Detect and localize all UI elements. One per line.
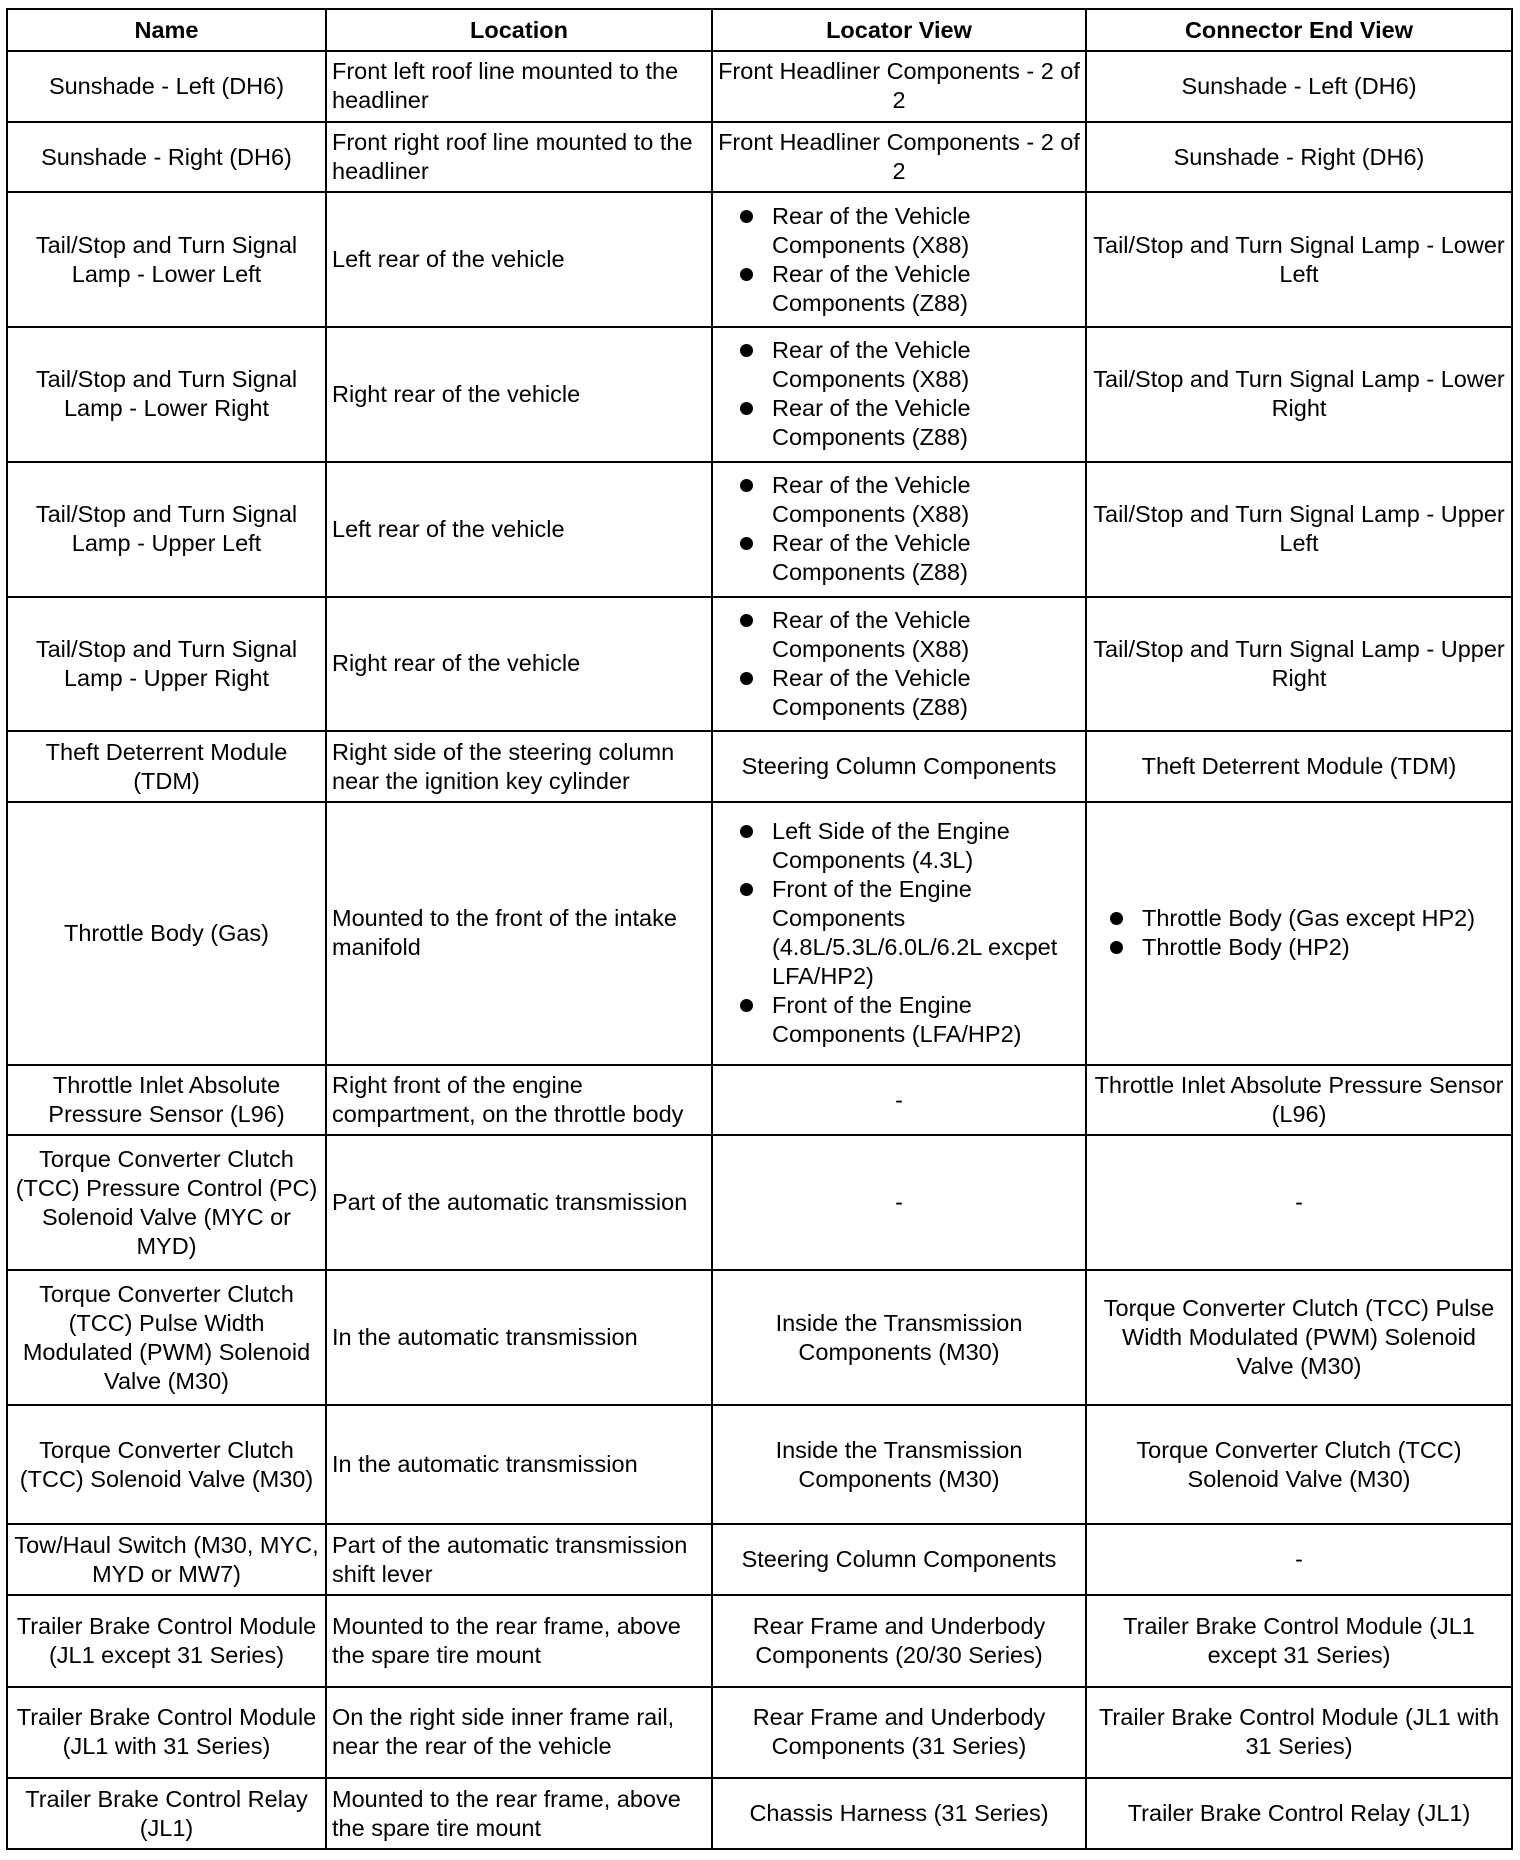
- cell-name: Trailer Brake Control Module (JL1 except 31 Series): [7, 1595, 326, 1687]
- cell-connector-end-view: Sunshade - Left (DH6): [1086, 51, 1512, 122]
- table-row: [7, 51, 1512, 122]
- bullet-icon: [740, 883, 753, 896]
- cell-locator-view: Rear Frame and Underbody Components (20/30 Series): [712, 1595, 1086, 1687]
- cell-locator-view: Front Headliner Components - 2 of 2: [712, 51, 1086, 122]
- table-row: [7, 731, 1512, 802]
- cell-locator-view: Inside the Transmission Components (M30): [712, 1405, 1086, 1524]
- cell-connector-end-view: Trailer Brake Control Module (JL1 except 31 Series): [1086, 1595, 1512, 1687]
- cell-location: On the right side inner frame rail, near the rear of the vehicle: [326, 1687, 712, 1779]
- bullet-icon: [1110, 912, 1123, 925]
- cell-name: Tow/Haul Switch (M30, MYC, MYD or MW7): [7, 1524, 326, 1595]
- cell-connector-end-view: -: [1086, 1524, 1512, 1595]
- list-item: [734, 202, 1080, 260]
- bullet-icon: [740, 344, 753, 357]
- bullet-list: [734, 202, 1080, 318]
- list-item-text: Rear of the Vehicle Components (X88): [772, 472, 971, 528]
- bullet-list: [734, 606, 1080, 722]
- cell-connector-end-view: Tail/Stop and Turn Signal Lamp - Upper Right: [1086, 597, 1512, 732]
- cell-name: Sunshade - Left (DH6): [7, 51, 326, 122]
- bullet-list: [734, 817, 1080, 1049]
- bullet-icon: [740, 672, 753, 685]
- cell-location: Part of the automatic transmission shift lever: [326, 1524, 712, 1595]
- table-row: [7, 597, 1512, 732]
- bullet-list: [1104, 904, 1506, 962]
- cell-location: Left rear of the vehicle: [326, 192, 712, 327]
- table-row: [7, 1270, 1512, 1405]
- cell-name: Torque Converter Clutch (TCC) Pulse Width Modulated (PWM) Solenoid Valve (M30): [7, 1270, 326, 1405]
- cell-name: Torque Converter Clutch (TCC) Solenoid Valve (M30): [7, 1405, 326, 1524]
- cell-locator-view: Inside the Transmission Components (M30): [712, 1270, 1086, 1405]
- cell-name: Throttle Body (Gas): [7, 802, 326, 1065]
- cell-connector-end-view: Trailer Brake Control Module (JL1 with 31 Series): [1086, 1687, 1512, 1779]
- list-item-text: Rear of the Vehicle Components (Z88): [772, 530, 971, 586]
- cell-connector-end-view: [1086, 802, 1512, 1065]
- list-item-text: Throttle Body (Gas except HP2): [1142, 905, 1476, 932]
- table-row: [7, 1065, 1512, 1136]
- header-locator-view: Locator View: [712, 9, 1086, 51]
- table-row: [7, 122, 1512, 193]
- bullet-icon: [740, 825, 753, 838]
- cell-connector-end-view: Tail/Stop and Turn Signal Lamp - Upper Left: [1086, 462, 1512, 597]
- list-item-text: Rear of the Vehicle Components (Z88): [772, 664, 971, 720]
- list-item-text: Throttle Body (HP2): [1142, 934, 1350, 961]
- cell-locator-view: Front Headliner Components - 2 of 2: [712, 122, 1086, 193]
- cell-locator-view: Steering Column Components: [712, 1524, 1086, 1595]
- table-row: [7, 462, 1512, 597]
- header-name: Name: [7, 9, 326, 51]
- header-row: [7, 9, 1512, 51]
- list-item-text: Front of the Engine Components (LFA/HP2): [772, 992, 1022, 1048]
- table-row: [7, 1595, 1512, 1687]
- list-item-text: Left Side of the Engine Components (4.3L): [772, 818, 1010, 874]
- cell-name: Trailer Brake Control Relay (JL1): [7, 1778, 326, 1849]
- bullet-icon: [740, 479, 753, 492]
- cell-location: Right rear of the vehicle: [326, 327, 712, 462]
- cell-connector-end-view: Torque Converter Clutch (TCC) Solenoid Valve (M30): [1086, 1405, 1512, 1524]
- page: [6, 8, 1513, 1850]
- cell-connector-end-view: Tail/Stop and Turn Signal Lamp - Lower Left: [1086, 192, 1512, 327]
- bullet-icon: [740, 210, 753, 223]
- cell-location: Front left roof line mounted to the headliner: [326, 51, 712, 122]
- cell-locator-view: -: [712, 1135, 1086, 1270]
- cell-location: Right front of the engine compartment, on the throttle body: [326, 1065, 712, 1136]
- list-item-text: Rear of the Vehicle Components (X88): [772, 202, 971, 258]
- cell-connector-end-view: Sunshade - Right (DH6): [1086, 122, 1512, 193]
- list-item: [1104, 904, 1506, 933]
- cell-connector-end-view: Tail/Stop and Turn Signal Lamp - Lower Right: [1086, 327, 1512, 462]
- cell-connector-end-view: Theft Deterrent Module (TDM): [1086, 731, 1512, 802]
- cell-locator-view: [712, 462, 1086, 597]
- table-row: [7, 327, 1512, 462]
- list-item-text: Rear of the Vehicle Components (X88): [772, 337, 971, 393]
- bullet-list: [734, 336, 1080, 452]
- cell-location: Left rear of the vehicle: [326, 462, 712, 597]
- cell-locator-view: [712, 192, 1086, 327]
- header-connector-end-view: Connector End View: [1086, 9, 1512, 51]
- cell-name: Tail/Stop and Turn Signal Lamp - Upper Right: [7, 597, 326, 732]
- bullet-icon: [740, 999, 753, 1012]
- cell-locator-view: Chassis Harness (31 Series): [712, 1778, 1086, 1849]
- cell-connector-end-view: Torque Converter Clutch (TCC) Pulse Width Modulated (PWM) Solenoid Valve (M30): [1086, 1270, 1512, 1405]
- component-locator-table: [6, 8, 1513, 1850]
- cell-location: Mounted to the front of the intake manifold: [326, 802, 712, 1065]
- cell-location: In the automatic transmission: [326, 1270, 712, 1405]
- list-item: [734, 817, 1080, 875]
- list-item: [734, 875, 1080, 991]
- cell-name: Throttle Inlet Absolute Pressure Sensor (L96): [7, 1065, 326, 1136]
- table-row: [7, 1405, 1512, 1524]
- list-item: [734, 529, 1080, 587]
- cell-locator-view: -: [712, 1065, 1086, 1136]
- cell-connector-end-view: Trailer Brake Control Relay (JL1): [1086, 1778, 1512, 1849]
- bullet-icon: [740, 402, 753, 415]
- list-item-text: Front of the Engine Components (4.8L/5.3L/6.0L/6.2L excpet LFA/HP2): [772, 876, 1058, 990]
- cell-location: Right rear of the vehicle: [326, 597, 712, 732]
- bullet-list: [734, 471, 1080, 587]
- list-item: [1104, 933, 1506, 962]
- cell-name: Theft Deterrent Module (TDM): [7, 731, 326, 802]
- table-row: [7, 1687, 1512, 1779]
- cell-location: Mounted to the rear frame, above the spare tire mount: [326, 1595, 712, 1687]
- list-item-text: Rear of the Vehicle Components (Z88): [772, 395, 971, 451]
- cell-connector-end-view: -: [1086, 1135, 1512, 1270]
- list-item: [734, 664, 1080, 722]
- list-item: [734, 471, 1080, 529]
- table-row: [7, 192, 1512, 327]
- cell-locator-view: Rear Frame and Underbody Components (31 Series): [712, 1687, 1086, 1779]
- table-row: [7, 1778, 1512, 1849]
- list-item: [734, 394, 1080, 452]
- cell-locator-view: Steering Column Components: [712, 731, 1086, 802]
- cell-location: Front right roof line mounted to the headliner: [326, 122, 712, 193]
- cell-name: Trailer Brake Control Module (JL1 with 31 Series): [7, 1687, 326, 1779]
- cell-location: Part of the automatic transmission: [326, 1135, 712, 1270]
- list-item: [734, 606, 1080, 664]
- cell-connector-end-view: Throttle Inlet Absolute Pressure Sensor (L96): [1086, 1065, 1512, 1136]
- cell-location: In the automatic transmission: [326, 1405, 712, 1524]
- list-item-text: Rear of the Vehicle Components (X88): [772, 606, 971, 662]
- cell-locator-view: [712, 327, 1086, 462]
- list-item-text: Rear of the Vehicle Components (Z88): [772, 260, 971, 316]
- bullet-icon: [740, 268, 753, 281]
- table-body: [7, 51, 1512, 1849]
- bullet-icon: [740, 614, 753, 627]
- cell-name: Sunshade - Right (DH6): [7, 122, 326, 193]
- header-location: Location: [326, 9, 712, 51]
- cell-location: Mounted to the rear frame, above the spare tire mount: [326, 1778, 712, 1849]
- list-item: [734, 336, 1080, 394]
- list-item: [734, 260, 1080, 318]
- table-row: [7, 1524, 1512, 1595]
- bullet-icon: [740, 537, 753, 550]
- bullet-icon: [1110, 941, 1123, 954]
- table-row: [7, 802, 1512, 1065]
- table-row: [7, 1135, 1512, 1270]
- table-header: [7, 9, 1512, 51]
- list-item: [734, 991, 1080, 1049]
- cell-name: Torque Converter Clutch (TCC) Pressure Control (PC) Solenoid Valve (MYC or MYD): [7, 1135, 326, 1270]
- cell-locator-view: [712, 597, 1086, 732]
- cell-name: Tail/Stop and Turn Signal Lamp - Lower Right: [7, 327, 326, 462]
- cell-location: Right side of the steering column near the ignition key cylinder: [326, 731, 712, 802]
- cell-locator-view: [712, 802, 1086, 1065]
- cell-name: Tail/Stop and Turn Signal Lamp - Upper Left: [7, 462, 326, 597]
- cell-name: Tail/Stop and Turn Signal Lamp - Lower Left: [7, 192, 326, 327]
